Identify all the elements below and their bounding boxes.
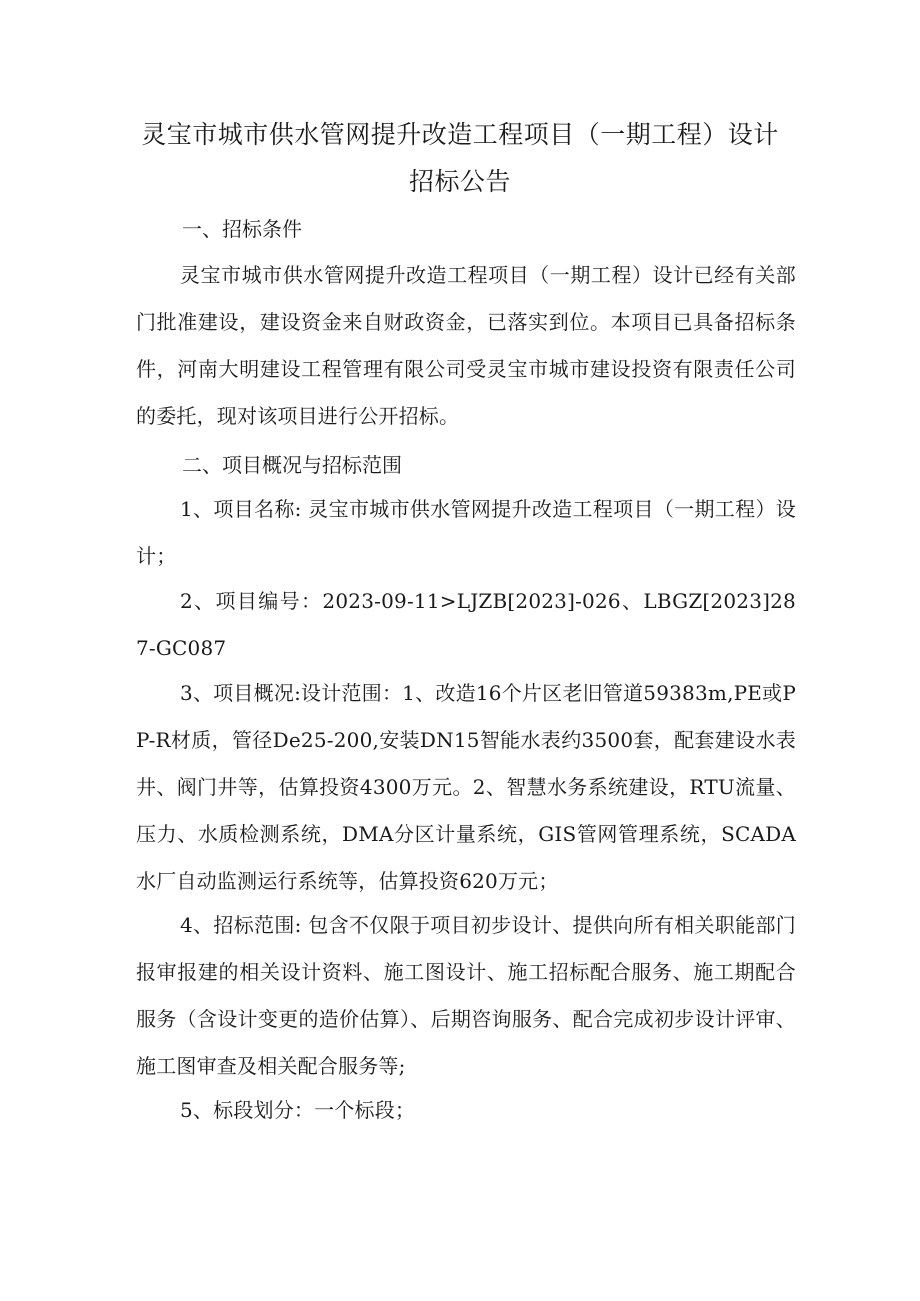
paragraph-tender-scope: 4、招标范围: 包含不仅限于项目初步设计、提供向所有相关职能部门报审报建的相关设计资料、施工图设计、施工招标配合服务、施工期配合服务（含设计变更的造价估算）、后期咨询服务、配合完成初步设计评审、施工图审查及相关配合服务等; bbox=[136, 913, 796, 1078]
paragraph-project-number: 2、项目编号：2023-09-11>LJZB[2023]-026、LBGZ[2023]287-GC087 bbox=[136, 589, 796, 660]
paragraph-lot-division: 5、标段划分：一个标段； bbox=[180, 1098, 416, 1122]
section-heading-overview: 二、项目概况与招标范围 bbox=[182, 453, 402, 477]
paragraph-project-overview: 3、项目概况:设计范围：1、改造16个片区老旧管道59383m,PE或PP-R材质，管径De25-200,安装DN15智能水表约3500套，配套建设水表井、阀门井等，估算投资4300万元。2、智慧水务系统建设，RTU流量、压力、水质检测系统，DMA分区计量系统，GIS管网管理系统，SCADA水厂自动监测运行系统等，估算投资620万元； bbox=[136, 681, 796, 893]
document-title: 灵宝市城市供水管网提升改造工程项目（一期工程）设计 bbox=[141, 120, 779, 149]
document-subtitle: 招标公告 bbox=[408, 167, 511, 196]
paragraph-conditions: 灵宝市城市供水管网提升改造工程项目（一期工程）设计已经有关部门批准建设，建设资金来自财政资金，已落实到位。本项目已具备招标条件，河南大明建设工程管理有限公司受灵宝市城市建设投资有限责任公司的委托，现对该项目进行公开招标。 bbox=[136, 263, 796, 428]
section-heading-conditions: 一、招标条件 bbox=[182, 217, 302, 241]
paragraph-project-name: 1、项目名称: 灵宝市城市供水管网提升改造工程项目（一期工程）设计； bbox=[136, 497, 796, 568]
